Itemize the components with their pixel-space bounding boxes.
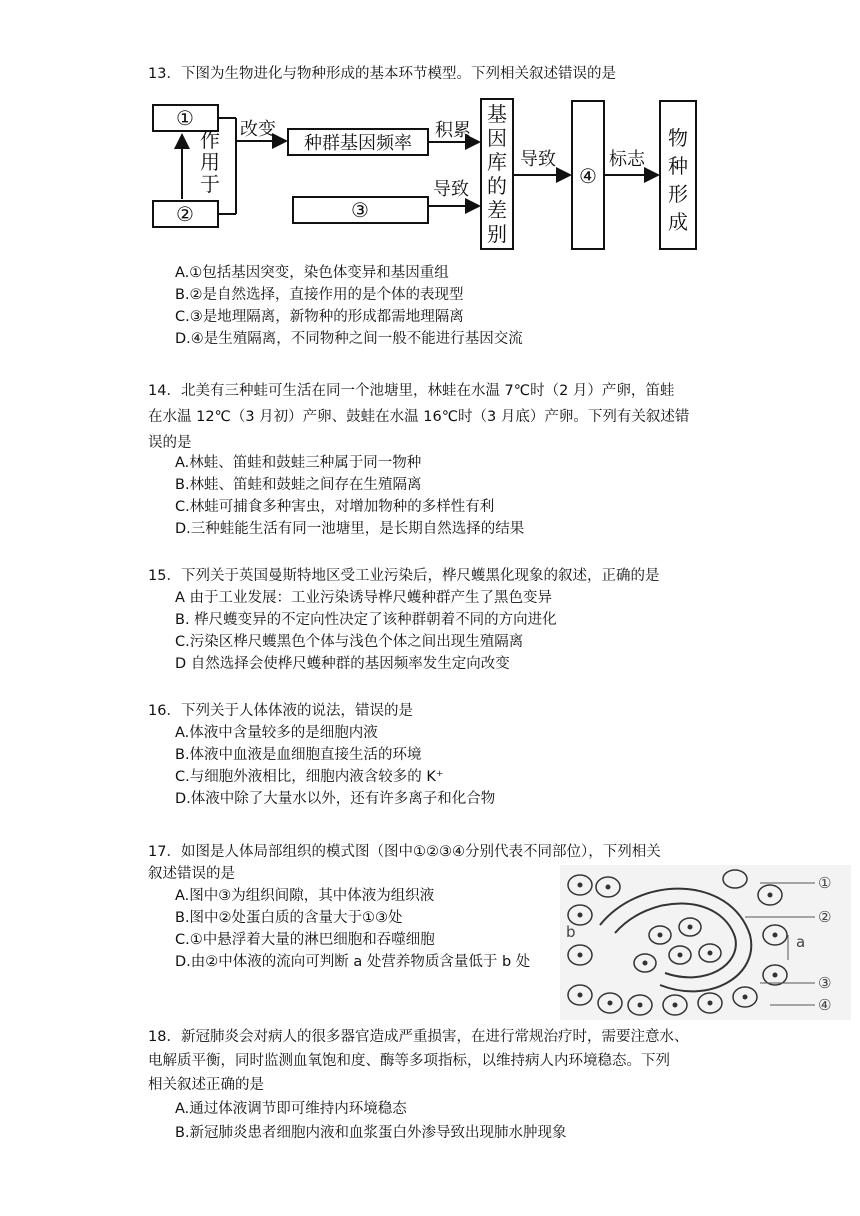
svg-text:的: 的 <box>487 174 507 198</box>
q17-stem-line-1: 17．如图是人体局部组织的模式图（图中①②③④分别代表不同部位），下列相关 <box>148 844 661 860</box>
fig17-marker-4: ④ <box>818 996 832 1014</box>
fig17-marker-2: ② <box>818 908 832 926</box>
lead-to-right-label: 导致 <box>520 149 556 170</box>
svg-text:别: 别 <box>487 222 507 246</box>
q15-stem: 15．下列关于英国曼斯特地区受工业污染后，桦尺蠖黑化现象的叙述，正确的是 <box>148 568 660 584</box>
q16-option-d: D.体液中除了大量水以外，还有许多离子和化合物 <box>175 791 496 807</box>
svg-text:形: 形 <box>668 182 688 206</box>
question-18 <box>148 1025 688 1145</box>
svg-text:差: 差 <box>487 198 507 222</box>
q13-option-a: A.①包括基因突变，染色体变异和基因重组 <box>175 265 449 281</box>
q15-option-a: A 由于工业发展：工业污染诱导桦尺蠖种群产生了黑色变异 <box>175 590 553 606</box>
q17-option-b: B.图中②处蛋白质的含量大于①③处 <box>175 910 403 926</box>
box-4-label: ④ <box>579 164 597 188</box>
q13-evolution-diagram <box>148 95 700 255</box>
q13-option-c: C.③是地理隔离，新物种的形成都需地理隔离 <box>175 309 464 325</box>
q14-option-c: C.林蛙可捕食多种害虫，对增加物种的多样性有利 <box>175 499 495 515</box>
svg-text:种: 种 <box>668 154 688 178</box>
acts-on-char-1: 作 <box>200 128 220 152</box>
svg-text:成: 成 <box>668 210 688 234</box>
q15-option-b: B. 桦尺蠖变异的不定向性决定了该种群朝着不同的方向进化 <box>175 612 557 628</box>
fig17-marker-1: ① <box>818 874 832 892</box>
box-1-label: ① <box>176 106 194 130</box>
fig17-marker-3: ③ <box>818 974 832 992</box>
gene-frequency-label: 种群基因频率 <box>304 133 412 154</box>
question-15 <box>148 565 659 675</box>
q13-option-b: B.②是自然选择，直接作用的是个体的表现型 <box>175 287 464 303</box>
tissue-model-svg <box>560 865 851 1020</box>
q14-option-a: A.林蛙、笛蛙和鼓蛙三种属于同一物种 <box>175 455 422 471</box>
question-14 <box>148 378 689 456</box>
q15-option-c: C.污染区桦尺蠖黑色个体与浅色个体之间出现生殖隔离 <box>175 634 524 650</box>
q14-option-b: B.林蛙、笛蛙和鼓蛙之间存在生殖隔离 <box>175 477 422 493</box>
q18-option-a: A.通过体液调节即可维持内环境稳态 <box>175 1101 407 1117</box>
box-3-label: ③ <box>351 198 369 222</box>
q13-option-d: D.④是生殖隔离，不同物种之间一般不能进行基因交流 <box>175 331 523 347</box>
acts-on-char-2: 用 <box>200 150 220 174</box>
q16-option-c: C.与细胞外液相比，细胞内液含较多的 K⁺ <box>175 769 444 785</box>
q14-options <box>148 452 524 540</box>
q18-stem-line-3: 相关叙述正确的是 <box>148 1077 264 1093</box>
q14-stem-line-1: 14．北美有三种蛙可生活在同一个池塘里，林蛙在水温 7℃时（2 月）产卵，笛蛙 <box>148 383 675 399</box>
q16-option-b: B.体液中血液是血细胞直接生活的环境 <box>175 747 422 763</box>
q18-stem-line-2: 电解质平衡，同时监测血氧饱和度、酶等多项指标，以维持病人内环境稳态。下列 <box>148 1053 670 1069</box>
q14-stem-line-3: 误的是 <box>148 435 192 451</box>
q16-stem: 16．下列关于人体体液的说法，错误的是 <box>148 703 413 719</box>
evolution-flow-svg <box>148 95 700 255</box>
q14-option-d: D.三种蛙能生活有同一池塘里，是长期自然选择的结果 <box>175 521 525 537</box>
question-13 <box>148 63 616 85</box>
q15-option-d: D 自然选择会使桦尺蠖种群的基因频率发生定向改变 <box>175 656 510 672</box>
svg-text:物: 物 <box>668 126 688 150</box>
question-16 <box>148 700 495 810</box>
q13-stem: 13．下图为生物进化与物种形成的基本环节模型。下列相关叙述错误的是 <box>148 66 616 82</box>
svg-text:因: 因 <box>487 126 507 150</box>
q18-stem-line-1: 18．新冠肺炎会对病人的很多器官造成严重损害，在进行常规治疗时，需要注意水、 <box>148 1029 689 1045</box>
fig17-label-a: a <box>796 933 806 951</box>
fig17-label-b: b <box>566 923 576 941</box>
q17-stem-line-2: 叙述错误的是 <box>148 866 235 882</box>
box-2-label: ② <box>176 202 194 226</box>
q17-option-d: D.由②中体液的流向可判断 a 处营养物质含量低于 b 处 <box>175 954 531 970</box>
q18-option-b: B.新冠肺炎患者细胞内液和血浆蛋白外渗导致出现肺水肿现象 <box>175 1125 567 1141</box>
q14-stem-line-2: 在水温 12℃（3 月初）产卵、鼓蛙在水温 16℃时（3 月底）产卵。下列有关叙述错 <box>148 409 690 425</box>
q16-option-a: A.体液中含量较多的是细胞内液 <box>175 725 378 741</box>
q13-options <box>148 262 523 350</box>
svg-text:基: 基 <box>487 102 507 126</box>
lead-to-lower-label: 导致 <box>433 179 469 200</box>
q17-option-c: C.①中悬浮着大量的淋巴细胞和吞噬细胞 <box>175 932 435 948</box>
q17-option-a: A.图中③为组织间隙，其中体液为组织液 <box>175 888 435 904</box>
svg-text:库: 库 <box>487 150 507 174</box>
accumulate-label: 积累 <box>435 120 471 141</box>
mark-label: 标志 <box>609 149 645 170</box>
acts-on-char-3: 于 <box>200 172 220 196</box>
change-label: 改变 <box>240 119 276 140</box>
q17-tissue-figure <box>560 865 851 1020</box>
